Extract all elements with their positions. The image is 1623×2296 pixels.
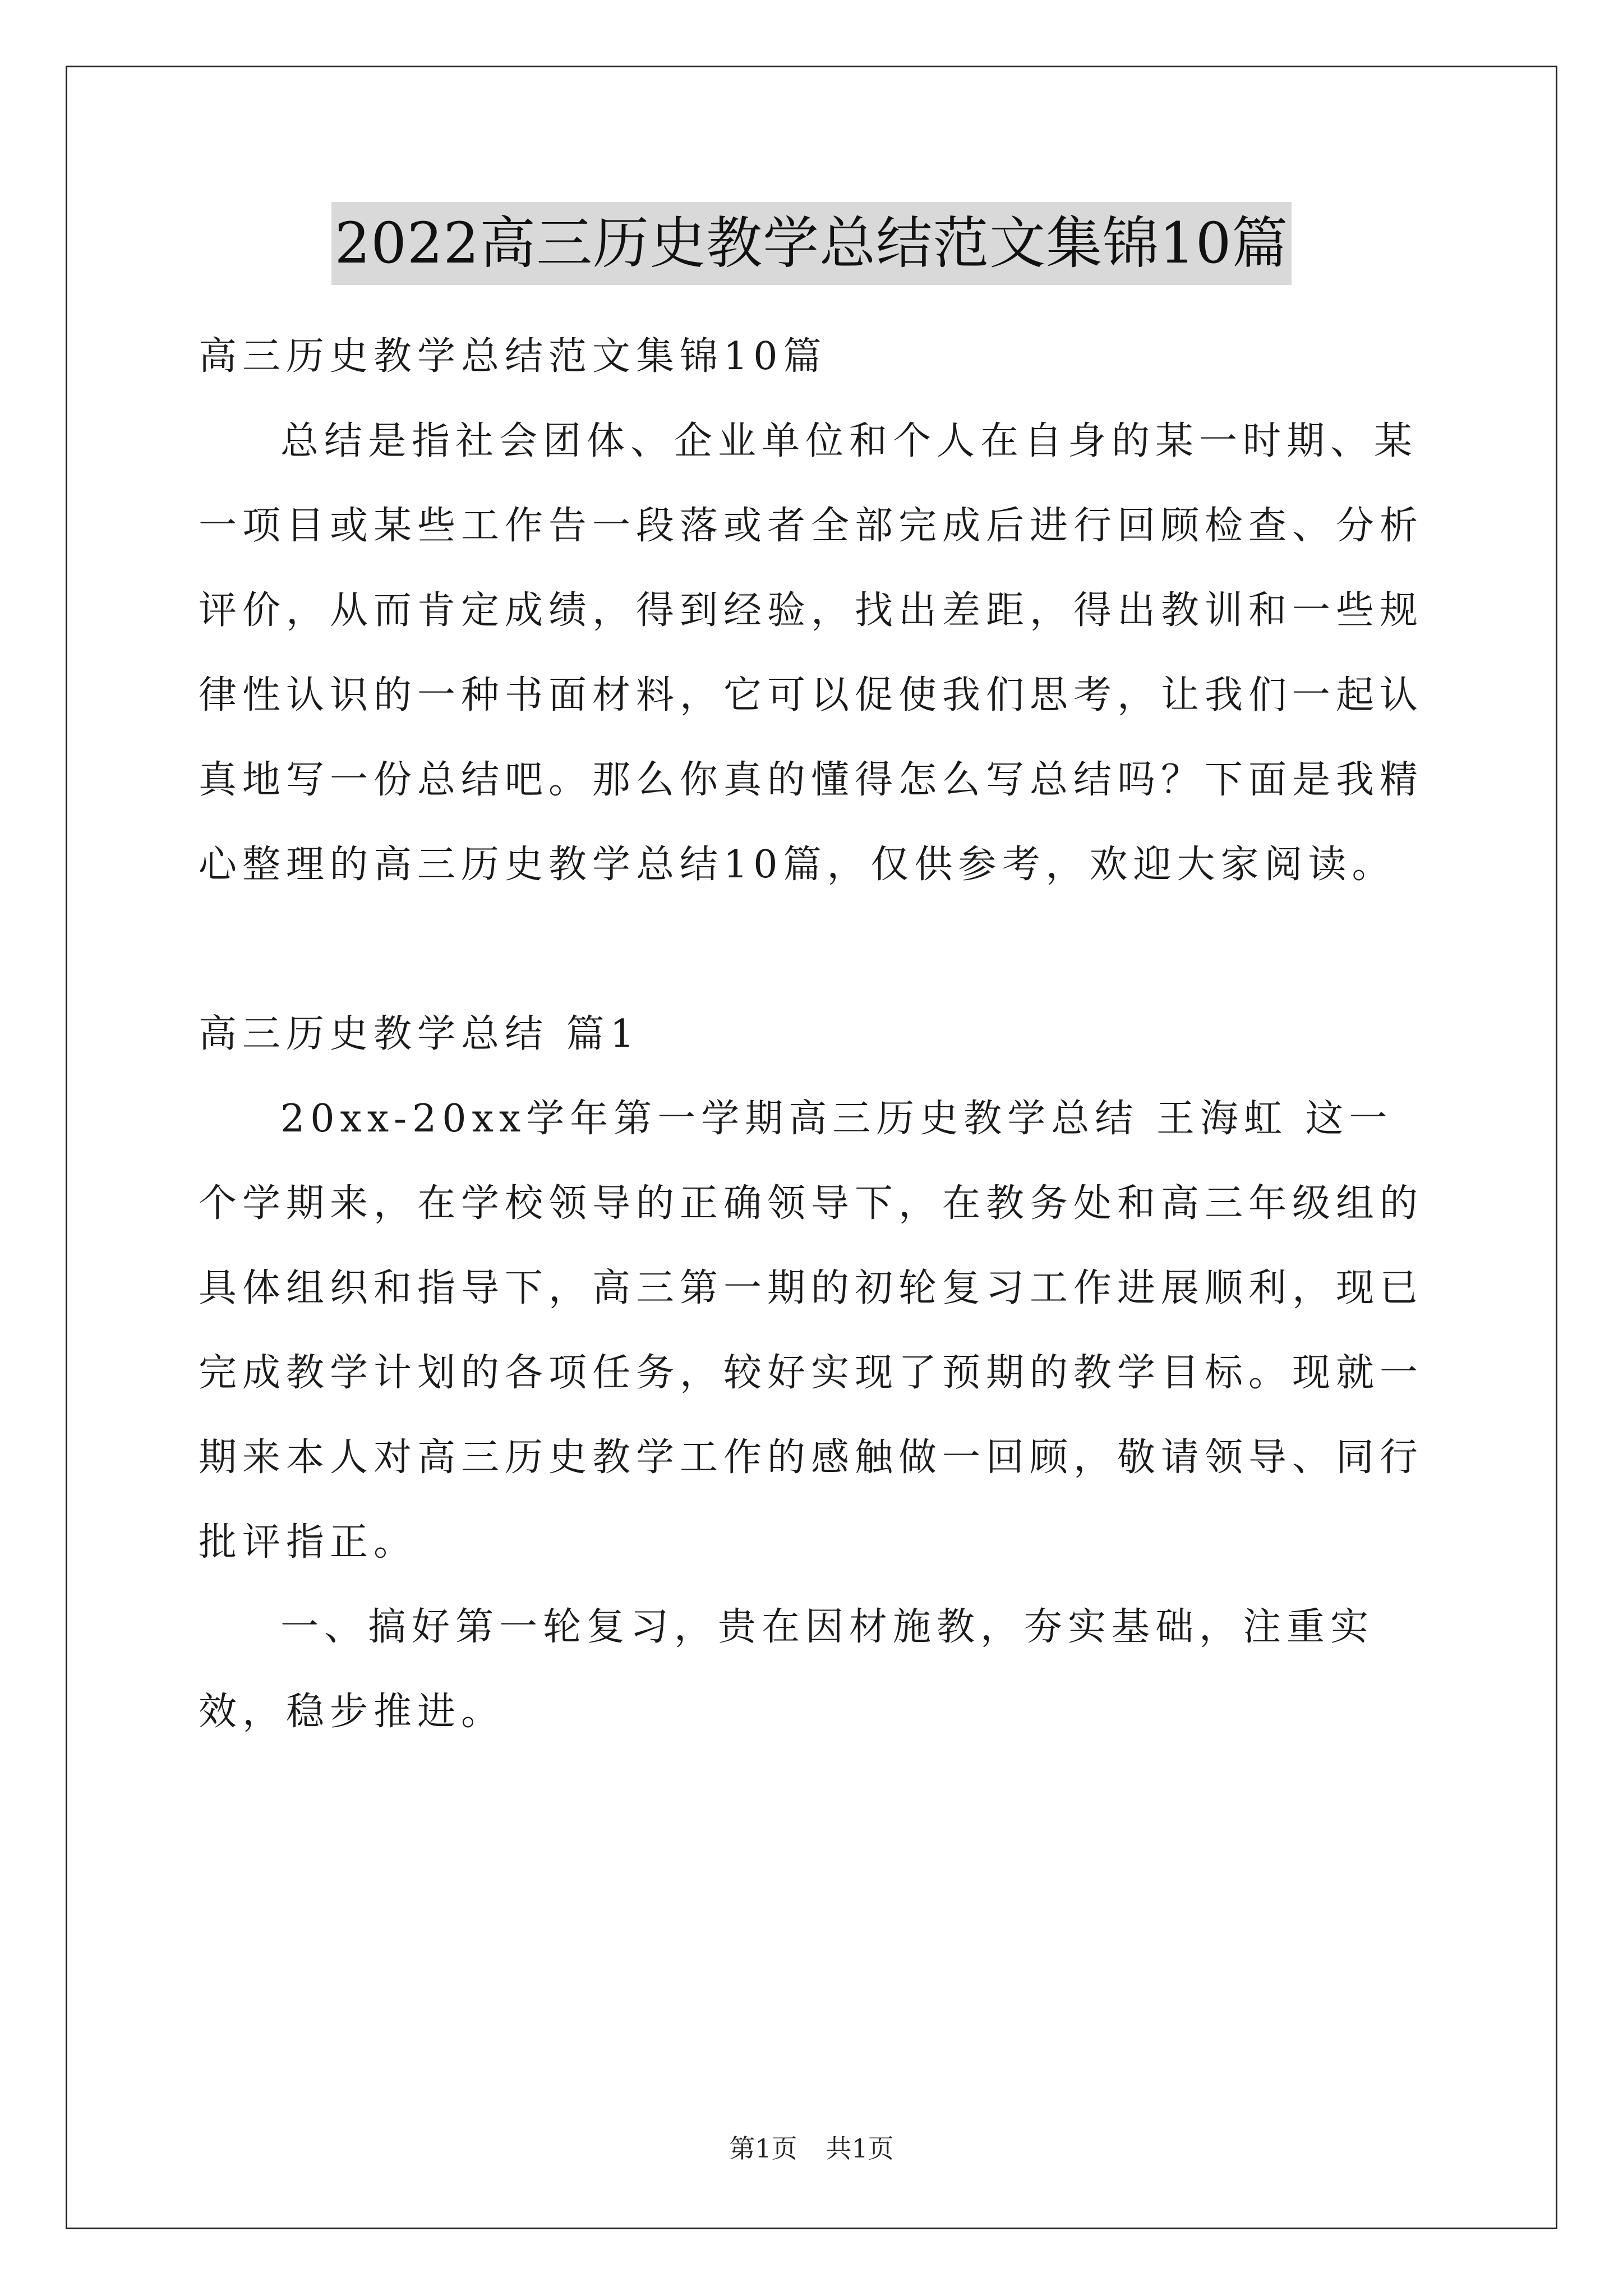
page-footer bbox=[0, 2128, 1623, 2165]
document-subtitle: 高三历史教学总结范文集锦10篇 bbox=[199, 334, 827, 379]
intro-paragraph: 总结是指社会团体、企业单位和个人在自身的某一时期、某一项目或某些工作告一段落或者全部完成后进行回顾检查、分析评价，从而肯定成绩，得到经验，找出差距，得出教训和一些规律性认识的一种书面材料，它可以促使我们思考，让我们一起认真地写一份总结吧。那么你真的懂得怎么写总结吗？下面是我精心整理的高三历史教学总结10篇，仅供参考，欢迎大家阅读。 bbox=[199, 419, 1424, 887]
section-paragraph-1: 20xx-20xx学年第一学期高三历史教学总结 王海虹 这一个学期来，在学校领导的正确领导下，在教务处和高三年级组的具体组织和指导下，高三第一期的初轮复习工作进展顺利，现已完成教学计划的各项任务，较好实现了预期的教学目标。现就一期来本人对高三历史教学工作的感触做一回顾，敬请领导、同行批评指正。 bbox=[199, 1097, 1424, 1565]
section-heading: 高三历史教学总结 篇1 bbox=[199, 1012, 640, 1056]
document-title: 2022高三历史教学总结范文集锦10篇 bbox=[331, 202, 1292, 285]
page-number-total: 共1页 bbox=[826, 2133, 894, 2164]
section-paragraph-2: 一、搞好第一轮复习，贵在因材施教，夯实基础，注重实效，稳步推进。 bbox=[199, 1605, 1375, 1734]
page-number-current: 第1页 bbox=[729, 2133, 797, 2164]
document-body bbox=[199, 314, 1432, 1754]
title-container bbox=[0, 202, 1623, 285]
